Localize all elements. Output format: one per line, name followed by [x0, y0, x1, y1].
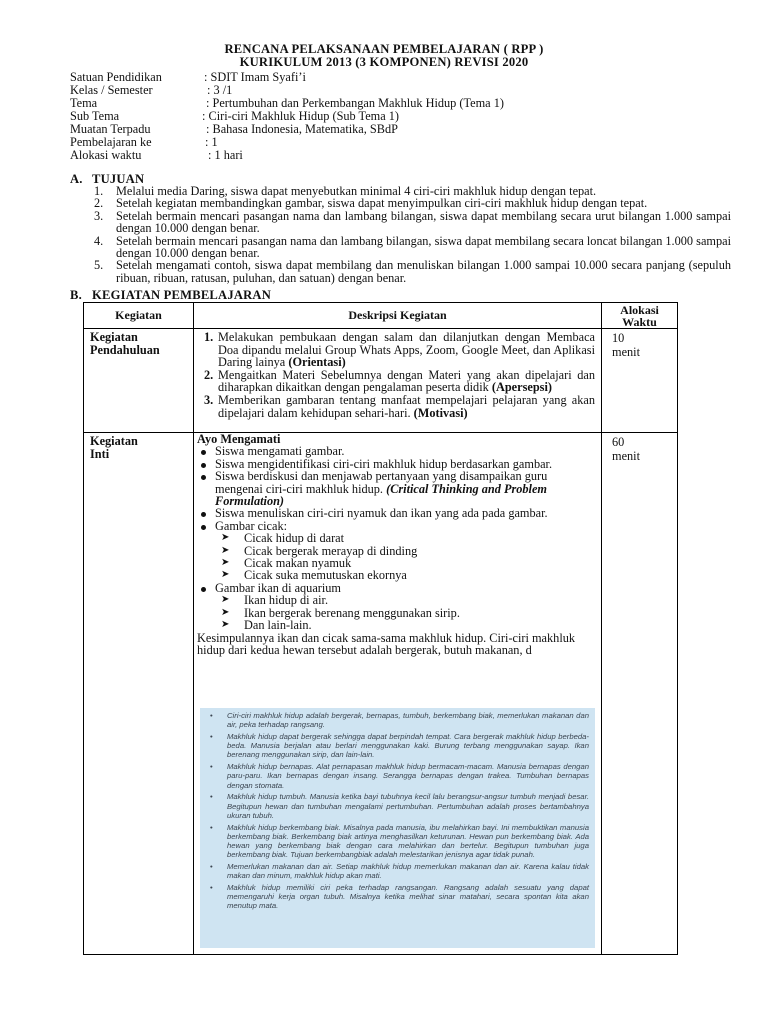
kegiatan-name — [84, 433, 194, 955]
bullet-icon: • — [210, 732, 213, 741]
info-item — [208, 732, 589, 760]
bullet-icon — [201, 525, 206, 530]
item-tag: (Motivasi) — [413, 405, 468, 420]
item-number: 1. — [204, 330, 214, 344]
meta-label: Alokasi waktu — [70, 148, 142, 162]
goal-item — [70, 235, 731, 260]
meta-label: Tema — [70, 96, 98, 110]
alokasi-text: 60 menit — [612, 435, 641, 463]
meta-value: : 3 /1 — [207, 83, 233, 97]
ikan-sublist — [215, 594, 597, 631]
info-item — [208, 711, 589, 729]
meta-label: Sub Tema — [70, 109, 120, 123]
info-text: Makhluk hidup memiliki ciri peka terhadap rangsangan. Rangsang adalah sesuatu yang dapat memengaruhi kerja organ tubuh. Misalnya ketika melihat sinar matahari, secara spontan kita akan menutup mata. — [227, 883, 589, 911]
section-heading-kegiatan — [70, 289, 271, 302]
sub-item-text: Dan lain-lain. — [244, 618, 312, 633]
section-letter: A. — [70, 172, 83, 186]
bullet-icon: • — [210, 883, 213, 893]
meta-label: Satuan Pendidikan — [70, 70, 162, 84]
meta-label: Muatan Terpadu — [70, 122, 151, 136]
goal-number: 1. — [94, 184, 104, 198]
bullet-icon — [201, 587, 206, 592]
item-text: Siswa mengamati gambar. — [215, 444, 345, 459]
document-title: RENCANA PELAKSANAAN PEMBELAJARAN ( RPP ) — [224, 42, 544, 56]
bullet-icon — [201, 475, 206, 480]
list-item-ikan — [197, 582, 597, 632]
sub-item-text: Cicak suka memutuskan ekornya — [244, 568, 407, 583]
item-text: Siswa berdiskusi dan menjawab pertanyaan yang disampaikan guru mengenai ciri-ciri makhluk hidup. — [215, 469, 548, 496]
bullet-icon — [201, 512, 206, 517]
info-text: Makhluk hidup tumbuh. Manusia ketika bayi tubuhnya kecil lalu berangsur-angsur tumbuh menjadi besar. Begitupun hewan dan tumbuhan mengalami pertumbuhan. Pertumbuhan adalah proses bertambahnya ukuran tubuh. — [227, 792, 589, 820]
bullet-icon — [201, 450, 206, 455]
arrow-icon: ➤ — [221, 544, 230, 556]
alokasi-text: 10 menit — [612, 331, 641, 359]
section-title: TUJUAN — [92, 172, 145, 186]
table-header-row — [84, 303, 678, 329]
table-row-pendahuluan — [84, 329, 678, 433]
info-text: Memerlukan makanan dan air. Setiap makhluk hidup memerlukan makanan dan air. Karena kalau tidak makan dan minum, makhluk hidup akan mati. — [227, 862, 589, 881]
goal-item — [70, 210, 731, 235]
deskripsi-cell — [194, 329, 602, 433]
arrow-icon: ➤ — [221, 557, 230, 569]
arrow-icon: ➤ — [221, 606, 230, 618]
kegiatan-name — [84, 329, 194, 433]
goal-text: Setelah bermain mencari pasangan nama dan lambang bilangan, siswa dapat membilang secara urut bilangan 1.000 sampai dengan 10.000 dengan benar. — [116, 208, 731, 236]
item-text: Gambar cicak: — [215, 518, 288, 533]
alokasi-cell — [602, 433, 678, 955]
item-text: Siswa mengidentifikasi ciri-ciri makhluk hidup berdasarkan gambar. — [215, 456, 553, 471]
item-text: Gambar ikan di aquarium — [215, 580, 342, 595]
goal-text: Setelah bermain mencari pasangan nama dan lambang bilangan, siswa dapat membilang secara loncat bilangan 1.000 sampai dengan 10.000 dengan benar. — [116, 233, 731, 261]
bullet-icon: • — [210, 792, 213, 802]
inti-heading: Ayo Mengamati — [197, 432, 281, 446]
section-letter: B. — [70, 288, 82, 302]
header-alokasi: Alokasi Waktu — [602, 303, 678, 329]
item-tag: (Apersepsi) — [491, 380, 552, 395]
meta-value: : SDIT Imam Syafi’i — [204, 70, 306, 84]
arrow-icon: ➤ — [221, 569, 230, 581]
sub-item-text: Ikan bergerak berenang menggunakan sirip. — [244, 605, 460, 620]
item-emphasis: (Critical Thinking and Problem Formulation) — [215, 481, 547, 509]
bullet-icon — [201, 463, 206, 468]
meta-value: : 1 hari — [208, 148, 243, 162]
item-number: 2. — [204, 367, 214, 382]
list-item-cicak — [197, 520, 597, 582]
item-number: 3. — [204, 392, 214, 407]
goal-number: 3. — [94, 208, 104, 223]
sub-item-text: Ikan hidup di air. — [244, 593, 329, 608]
info-item — [208, 792, 589, 820]
goal-number: 5. — [94, 258, 104, 273]
list-item — [204, 394, 595, 419]
info-item — [208, 762, 589, 790]
item-text: Melakukan pembukaan dengan salam dan dilanjutkan dengan Membaca Doa dipandu melalui Group Whats Apps, Zoom, Google Meet, dan Aplikasi Daring lainya — [218, 330, 595, 370]
bullet-icon: • — [210, 862, 213, 872]
bullet-icon: • — [210, 711, 213, 720]
header-deskripsi: Deskripsi Kegiatan — [194, 303, 602, 329]
conclusion-text: Kesimpulannya ikan dan cicak sama-sama makhluk hidup. Ciri-ciri makhluk hidup dari kedua hewan tersebut adalah bergerak, butuh makanan, d — [197, 630, 576, 657]
info-text: Makhluk hidup berkembang biak. Misalnya pada manusia, ibu melahirkan bayi. Ini membuktikan manusia berkembang biak. Berkembang biak artinya menghasilkan keturunan. Hewan pun berkembang biak. Ada hewan yang berkembang biak dengan cara melahirkan dan bertelur. Begitupun tumbuhan juga berkembang biak. Tujuan berkembangbiak adalah melestarikan jenisnya agar tidak punah. — [227, 822, 589, 860]
item-text: Memberikan gambaran tentang manfaat mempelajari pelajaran yang akan dipelajari dalam kehidupan sehari-hari. — [218, 392, 595, 420]
goal-text: Setelah kegiatan membandingkan gambar, siswa dapat menyimpulkan ciri-ciri makhluk hidup dengan tepat. — [116, 196, 648, 211]
goal-item — [70, 259, 731, 284]
sub-item — [221, 619, 597, 631]
list-item — [204, 369, 595, 394]
cicak-sublist — [215, 532, 597, 582]
kegiatan-name-text: Kegiatan Pendahuluan — [90, 330, 160, 357]
meta-value: : Bahasa Indonesia, Matematika, SBdP — [206, 122, 398, 136]
goals-list — [70, 185, 731, 284]
list-item — [204, 331, 595, 369]
meta-value: : 1 — [205, 135, 218, 149]
item-text: Mengaitkan Materi Sebelumnya dengan Materi yang akan dipelajari dan diharapkan dikaitkan dengan pengalaman peserta didik — [218, 367, 595, 395]
arrow-icon: ➤ — [221, 594, 230, 606]
goal-text: Melalui media Daring, siswa dapat menyebutkan minimal 4 ciri-ciri makhluk hidup dengan tepat. — [116, 184, 597, 198]
arrow-icon: ➤ — [221, 619, 230, 631]
inti-bullets — [197, 445, 597, 631]
info-item — [208, 862, 589, 880]
info-text: Makhluk hidup bernapas. Alat pernapasan makhluk hidup bermacam-macam. Manusia bernapas dengan paru-paru. Ikan bernapas dengan insang. Serangga bernapas dengan trakea. Tumbuhan bernapas dengan stomata. — [227, 762, 589, 790]
meta-value: : Ciri-ciri Makhluk Hidup (Sub Tema 1) — [202, 109, 400, 123]
list-item — [197, 470, 597, 507]
section-title: KEGIATAN PEMBELAJARAN — [92, 288, 272, 302]
sub-item-text: Cicak bergerak merayap di dinding — [244, 543, 418, 558]
info-text: Ciri-ciri makhluk hidup adalah bergerak, bernapas, tumbuh, berkembang biak, memerlukan makanan dan air, peka terhadap rangsang. — [227, 711, 589, 730]
sub-item-text: Cicak makan nyamuk — [244, 556, 352, 571]
item-tag: (Orientasi) — [288, 355, 346, 370]
arrow-icon: ➤ — [221, 532, 230, 544]
info-list — [200, 708, 595, 911]
info-item — [208, 823, 589, 860]
bullet-icon: • — [210, 822, 213, 832]
goal-text: Setelah mengamati contoh, siswa dapat membilang dan menuliskan bilangan 1.000 sampai 10.000 secara panjang (sepuluh ribuan, ribuan, ratusan, puluhan, dan satuan) dengan benar. — [116, 258, 731, 285]
goal-number: 4. — [94, 233, 104, 248]
info-box — [200, 708, 595, 948]
meta-value: : Pertumbuhan dan Perkembangan Makhluk Hidup (Tema 1) — [206, 96, 504, 110]
pendahuluan-list — [194, 329, 601, 421]
info-text: Makhluk hidup dapat bergerak sehingga dapat berpindah tempat. Cara bergerak makhluk hidup berbeda-beda. Manusia berjalan atau berlari menggunakan kaki. Burung terbang menggunakan sayap. Ikan berenang menggunakan sirip, dan lain-lain. — [227, 732, 589, 760]
bullet-icon: • — [210, 762, 213, 772]
meta-label: Kelas / Semester — [70, 83, 153, 97]
alokasi-cell — [602, 329, 678, 433]
meta-label: Pembelajaran ke — [70, 135, 152, 149]
goal-number: 2. — [94, 196, 104, 211]
item-text: Siswa menuliskan ciri-ciri nyamuk dan ikan yang ada pada gambar. — [215, 506, 548, 521]
document-subtitle: KURIKULUM 2013 (3 KOMPONEN) REVISI 2020 — [239, 55, 529, 69]
sub-item-text: Cicak hidup di darat — [244, 531, 345, 546]
header-kegiatan: Kegiatan — [84, 303, 194, 329]
info-item — [208, 883, 589, 911]
kegiatan-name-text: Kegiatan Inti — [90, 434, 138, 461]
